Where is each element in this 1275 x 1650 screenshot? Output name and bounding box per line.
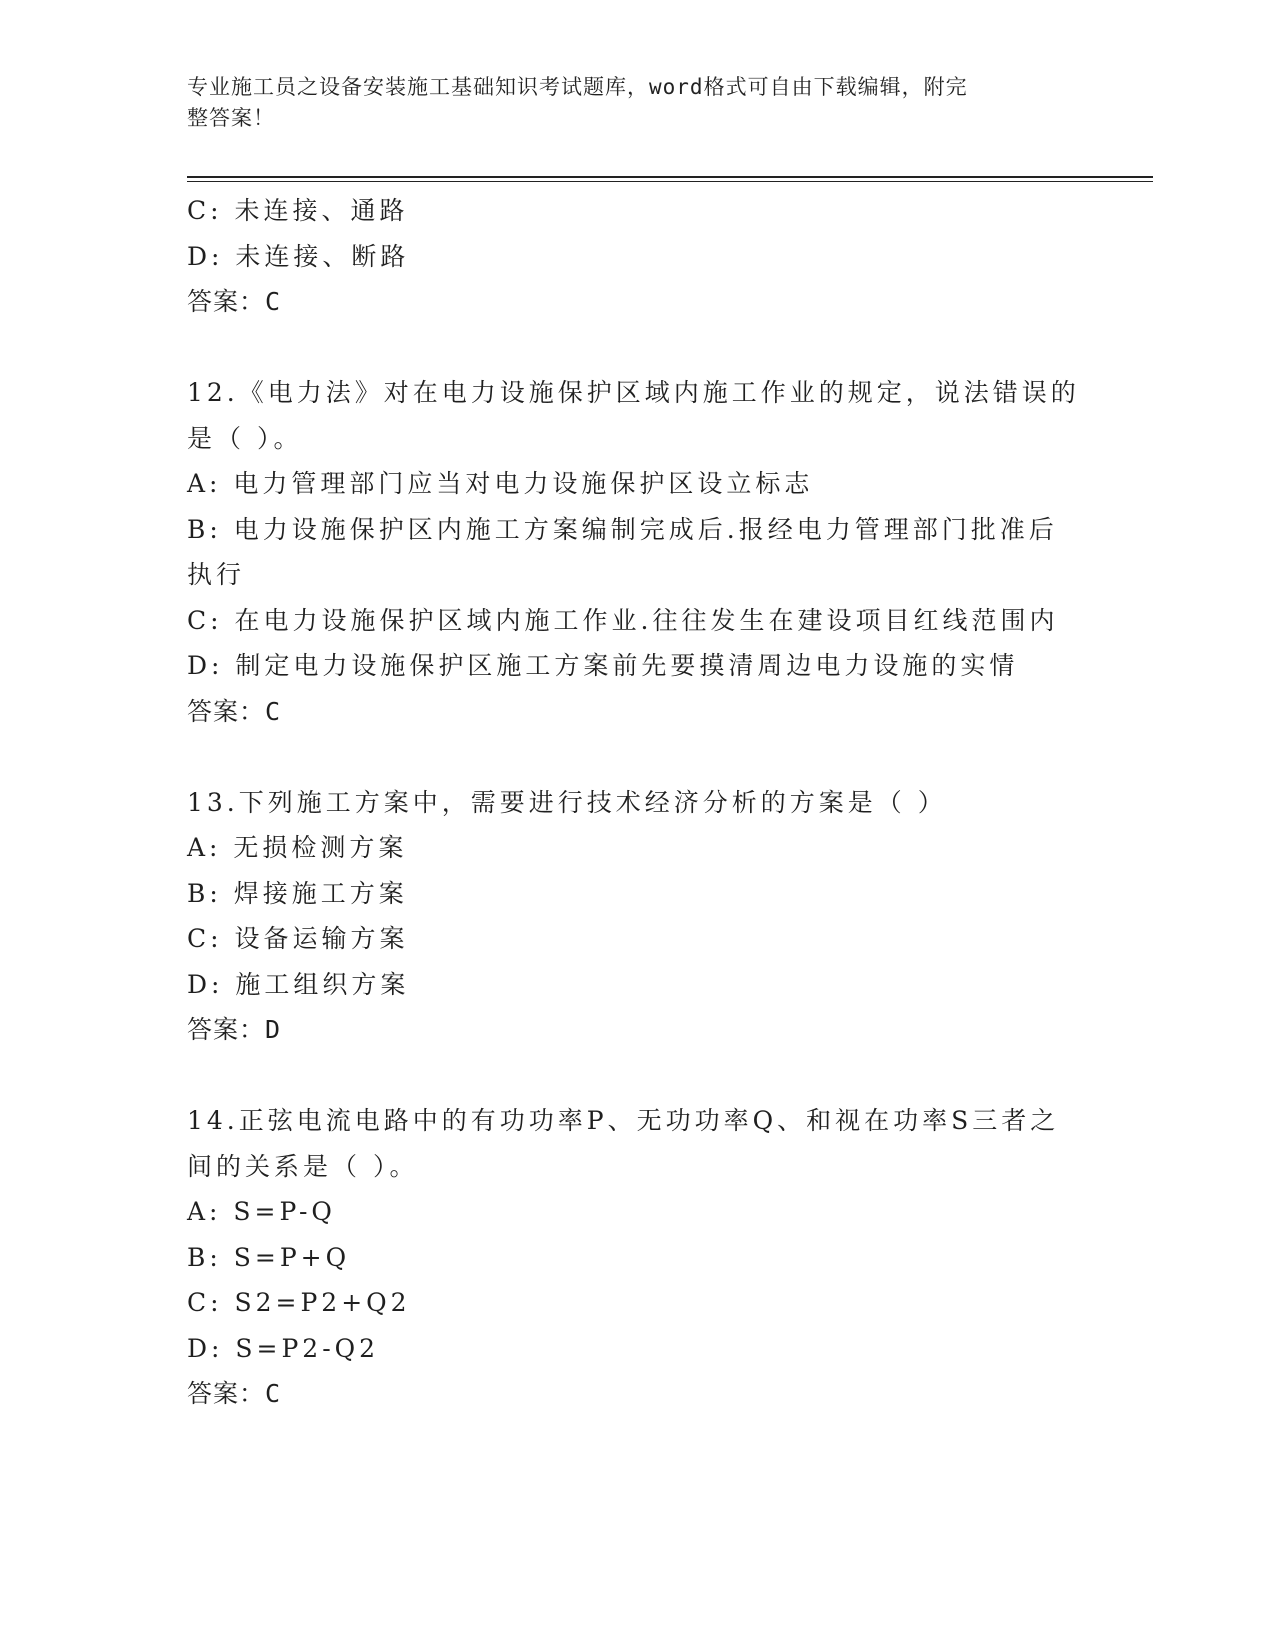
spacer <box>187 734 1087 780</box>
option-b: B: 电力设施保护区内施工方案编制完成后.报经电力管理部门批准后 <box>187 514 1058 544</box>
question-content <box>187 188 1087 1417</box>
question-stem-line: 是（ ）。 <box>187 423 303 453</box>
answer: 答案：C <box>187 696 282 726</box>
option-d: D: 施工组织方案 <box>187 969 410 999</box>
question-stem-line: 间的关系是（ ）。 <box>187 1151 419 1181</box>
question-13 <box>187 780 1087 1053</box>
option-a: A: 电力管理部门应当对电力设施保护区设立标志 <box>187 469 814 498</box>
question-stem-line: 13.下列施工方案中，需要进行技术经济分析的方案是（ ） <box>187 787 947 817</box>
prev-question <box>187 188 1087 325</box>
option-a: A: S=P-Q <box>187 1197 336 1226</box>
header-divider-thick <box>187 176 1153 178</box>
prev-option-c: C: 未连接、通路 <box>187 196 409 225</box>
spacer <box>187 325 1087 371</box>
question-12 <box>187 370 1087 734</box>
page-header <box>187 72 1067 134</box>
answer: 答案：C <box>187 1379 282 1408</box>
option-c: C: 设备运输方案 <box>187 924 409 953</box>
prev-option-d: D: 未连接、断路 <box>187 241 410 271</box>
question-stem-line: 12.《电力法》对在电力设施保护区域内施工作业的规定，说法错误的 <box>187 378 1080 407</box>
header-line-1: 专业施工员之设备安装施工基础知识考试题库，word格式可自由下载编辑，附完 <box>187 75 968 99</box>
question-14 <box>187 1098 1087 1417</box>
option-a: A: 无损检测方案 <box>187 833 408 862</box>
option-c: C: 在电力设施保护区域内施工作业.往往发生在建设项目红线范围内 <box>187 605 1059 635</box>
option-b: B: 焊接施工方案 <box>187 878 408 908</box>
option-b: B: S=P+Q <box>187 1242 351 1272</box>
prev-answer: 答案：C <box>187 287 282 316</box>
answer: 答案：D <box>187 1015 282 1044</box>
question-stem-line: 14.正弦电流电路中的有功功率P、无功功率Q、和视在功率S三者之 <box>187 1106 1060 1135</box>
spacer <box>187 1053 1087 1099</box>
header-divider-thin <box>187 181 1153 182</box>
header-line-2: 整答案！ <box>187 106 275 130</box>
option-d: D: 制定电力设施保护区施工方案前先要摸清周边电力设施的实情 <box>187 651 1019 680</box>
option-b-continued: 执行 <box>187 560 246 589</box>
option-d: D: S=P2-Q2 <box>187 1333 380 1363</box>
option-c: C: S2=P2+Q2 <box>187 1288 411 1317</box>
